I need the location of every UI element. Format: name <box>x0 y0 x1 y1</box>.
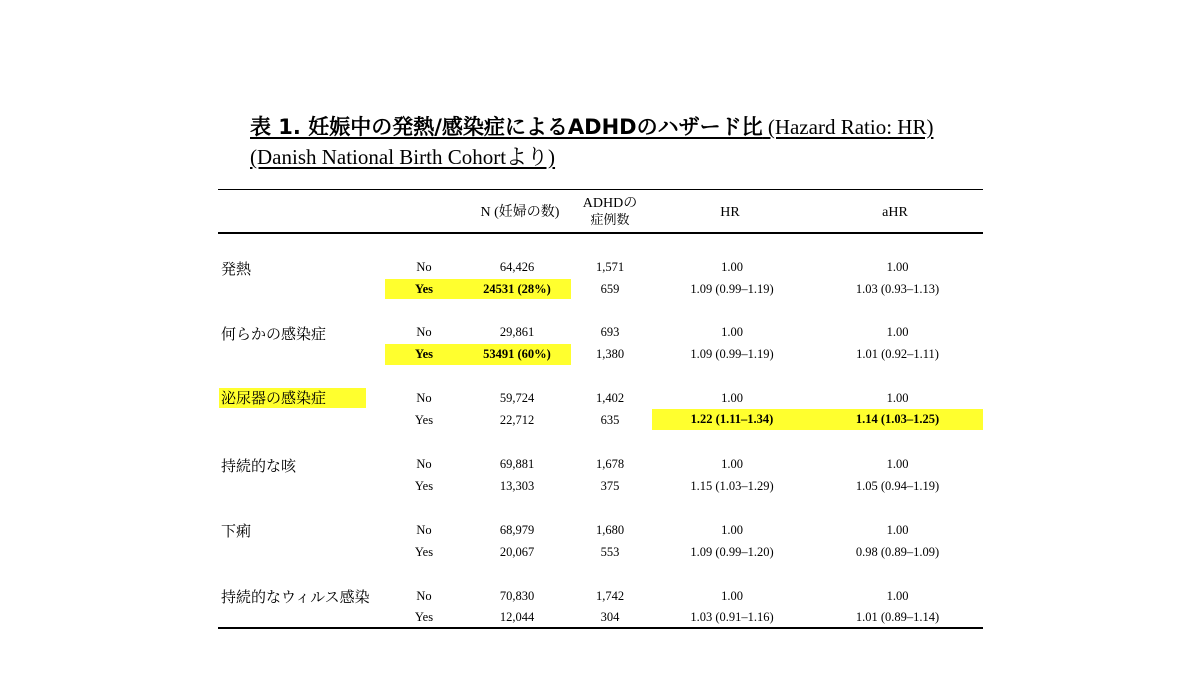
cases-cell: 375 <box>600 479 620 493</box>
n-cell-highlight: 24531 (28%) <box>463 279 571 299</box>
cases-cell: 1,380 <box>595 347 625 361</box>
answer-cell: No <box>416 523 432 537</box>
n-cell: 20,067 <box>499 545 535 559</box>
title-main: 表 1. 妊娠中の発熱/感染症によるADHDのハザード比 <box>250 115 763 139</box>
hr-cell: 1.00 <box>721 457 743 471</box>
answer-cell: No <box>416 589 432 603</box>
answer-cell: No <box>416 457 432 471</box>
n-cell-highlight: 53491 (60%) <box>463 344 571 365</box>
hr-cell: 1.15 (1.03–1.29) <box>690 479 774 493</box>
n-cell: 22,712 <box>499 413 535 427</box>
header-n: N (妊婦の数) <box>480 205 560 220</box>
cases-cell: 1,680 <box>595 523 625 537</box>
category-label: 下痢 <box>221 522 252 540</box>
header-ahr: aHR <box>882 205 908 220</box>
ahr-cell: 1.00 <box>886 391 909 405</box>
hr-cell: 1.00 <box>721 391 743 405</box>
ahr-cell: 1.05 (0.94–1.19) <box>855 479 940 493</box>
title-hr-suffix: (Hazard Ratio: HR) <box>762 115 934 139</box>
category-label-highlight: 泌尿器の感染症 <box>219 388 366 408</box>
header-cases-line1: ADHDの <box>582 196 638 211</box>
cases-cell: 1,742 <box>595 589 625 603</box>
category-label: 発熱 <box>221 260 252 278</box>
n-cell: 64,426 <box>499 260 535 274</box>
category-label: 何らかの感染症 <box>221 325 327 343</box>
bottom-rule <box>218 627 983 629</box>
category-label: 持続的な咳 <box>221 457 297 475</box>
hr-cell-highlight: 1.22 (1.11–1.34) <box>652 409 812 430</box>
ahr-cell: 1.03 (0.93–1.13) <box>855 282 940 296</box>
cases-cell: 553 <box>600 545 620 559</box>
ahr-cell: 1.00 <box>886 260 909 274</box>
table-title <box>250 112 1010 172</box>
header-hr: HR <box>720 205 740 220</box>
cases-cell: 635 <box>600 413 620 427</box>
n-cell: 59,724 <box>499 391 535 405</box>
ahr-cell-highlight: 1.14 (1.03–1.25) <box>812 409 983 430</box>
ahr-cell: 1.00 <box>886 457 909 471</box>
n-cell: 69,881 <box>499 457 535 471</box>
header-rule <box>218 232 983 234</box>
cases-cell: 1,402 <box>595 391 625 405</box>
hr-cell: 1.00 <box>721 589 743 603</box>
n-cell: 70,830 <box>499 589 535 603</box>
ahr-cell: 1.00 <box>886 589 909 603</box>
n-cell: 68,979 <box>499 523 535 537</box>
cases-cell: 304 <box>600 610 620 624</box>
answer-cell-highlight: Yes <box>385 344 463 365</box>
header-cases <box>575 195 645 229</box>
ahr-cell: 1.01 (0.92–1.11) <box>856 347 939 361</box>
cases-cell: 1,571 <box>595 260 625 274</box>
ahr-cell: 1.01 (0.89–1.14) <box>855 610 940 624</box>
answer-cell: No <box>416 325 432 339</box>
hr-cell: 1.09 (0.99–1.19) <box>690 347 774 361</box>
cases-cell: 659 <box>600 282 620 296</box>
answer-cell: Yes <box>414 610 434 624</box>
header-cases-line2: 症例数 <box>590 213 630 228</box>
answer-cell: Yes <box>414 413 434 427</box>
category-label: 持続的なウィルス感染 <box>221 588 370 606</box>
cases-cell: 693 <box>600 325 620 339</box>
hr-cell: 1.00 <box>721 325 743 339</box>
cases-cell: 1,678 <box>595 457 625 471</box>
answer-cell: No <box>416 260 432 274</box>
answer-cell: No <box>416 391 432 405</box>
hr-cell: 1.03 (0.91–1.16) <box>690 610 774 624</box>
title-source: (Danish National Birth Cohortより) <box>250 145 556 169</box>
answer-cell: Yes <box>414 545 434 559</box>
ahr-cell: 1.00 <box>886 523 909 537</box>
hr-cell: 1.09 (0.99–1.19) <box>690 282 774 296</box>
hr-cell: 1.00 <box>721 523 743 537</box>
ahr-cell: 0.98 (0.89–1.09) <box>855 545 940 559</box>
hr-cell: 1.09 (0.99–1.20) <box>690 545 774 559</box>
answer-cell-highlight: Yes <box>385 279 463 299</box>
hr-cell: 1.00 <box>721 260 743 274</box>
n-cell: 13,303 <box>499 479 535 493</box>
answer-cell: Yes <box>414 479 434 493</box>
ahr-cell: 1.00 <box>886 325 909 339</box>
top-rule <box>218 189 983 190</box>
n-cell: 12,044 <box>499 610 535 624</box>
n-cell: 29,861 <box>499 325 535 339</box>
